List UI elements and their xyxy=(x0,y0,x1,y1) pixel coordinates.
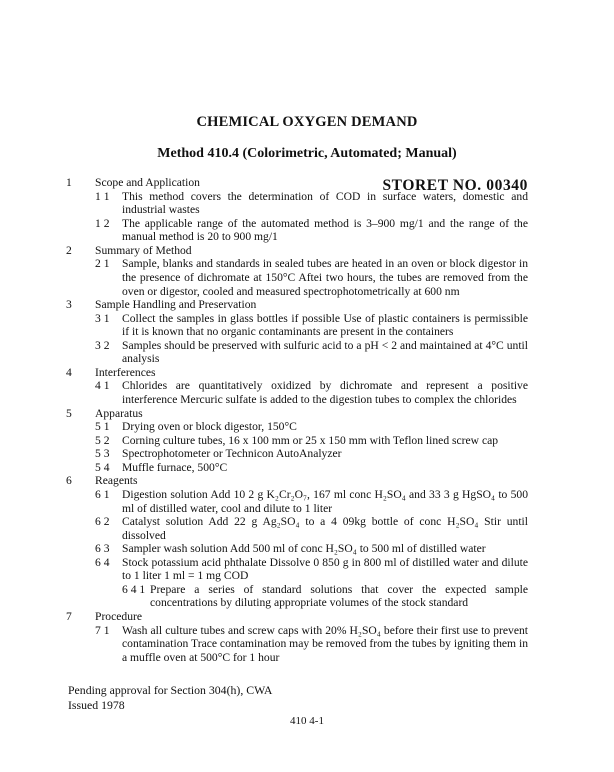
item-number: 6 2 xyxy=(95,515,110,529)
section-title: Summary of Method xyxy=(95,243,192,257)
section-item xyxy=(66,488,528,515)
section-item xyxy=(66,217,528,244)
page-number: 410 4-1 xyxy=(290,715,324,727)
item-number: 6 4 1 xyxy=(122,582,146,596)
section-item xyxy=(66,461,528,475)
item-text: Corning culture tubes, 16 x 100 mm or 25 x 150 mm with Teflon lined screw cap xyxy=(122,433,499,447)
method-subtitle: Method 410.4 (Colorimetric, Automated; Manual) xyxy=(157,146,457,161)
section-item xyxy=(66,515,528,542)
section-item xyxy=(66,379,528,406)
section-item xyxy=(66,339,528,366)
footer xyxy=(68,683,272,713)
section-item xyxy=(66,447,528,461)
item-text: Digestion solution Add 10 2 g K₂Cr₂O₇, 167 ml conc H₂SO₄ and 33 3 g HgSO₄ to 500 ml of distilled water, cool and dilute to 1 liter xyxy=(122,487,528,515)
storet-number: STORET NO. 00340 xyxy=(382,177,528,194)
item-text: Catalyst solution Add 22 g Ag₂SO₄ to a 4 09kg bottle of conc H₂SO₄ Stir until dissolved xyxy=(122,515,528,542)
section-title: Sample Handling and Preservation xyxy=(95,298,257,312)
item-number: 6 3 xyxy=(95,542,110,556)
section-number: 3 xyxy=(66,298,72,312)
item-number: 4 1 xyxy=(95,379,110,393)
item-text: Wash all culture tubes and screw caps with 20% H₂SO₄ before their first use to prevent contamination Trace contamination may be removed from the tubes by igniting them in a muffle oven at 500°C for 1 hour xyxy=(122,623,528,664)
section-number: 1 xyxy=(66,176,72,189)
item-text: Spectrophotometer or Technicon AutoAnalyzer xyxy=(122,447,342,461)
item-text: Chlorides are quantitatively oxidized by dichromate and represent a positive interference Mercuric sulfate is added to the digestion tubes to complex the chlorides xyxy=(122,379,528,406)
section-item xyxy=(66,624,528,665)
document-body xyxy=(66,176,528,664)
item-number: 5 2 xyxy=(95,433,110,447)
item-number: 6 1 xyxy=(95,487,110,501)
item-number: 3 2 xyxy=(95,338,110,352)
section-number: 2 xyxy=(66,243,72,257)
section-title: Interferences xyxy=(95,365,156,379)
section-heading xyxy=(66,407,528,421)
section-title: Apparatus xyxy=(95,406,143,420)
item-number: 2 1 xyxy=(95,257,110,271)
section-title: Reagents xyxy=(95,474,138,488)
section-item xyxy=(66,542,528,556)
section-item xyxy=(66,434,528,448)
item-number: 5 4 xyxy=(95,460,110,474)
item-number: 6 4 xyxy=(95,555,110,569)
item-text: This method covers the determination of COD in surface waters, domestic and industrial wastes xyxy=(122,189,528,217)
issued-date: Issued 1978 xyxy=(68,698,125,712)
item-text: Muffle furnace, 500°C xyxy=(122,460,228,474)
item-text: Sampler wash solution Add 500 ml of conc H₂SO₄ to 500 ml of distilled water xyxy=(122,542,486,556)
document-title: CHEMICAL OXYGEN DEMAND xyxy=(196,114,418,130)
section-heading xyxy=(66,366,528,380)
item-number: 7 1 xyxy=(95,623,110,637)
section-item xyxy=(66,583,528,610)
section-heading xyxy=(66,244,528,258)
section-item xyxy=(66,420,528,434)
item-text: Collect the samples in glass bottles if possible Use of plastic containers is permissible if it is known that no organic contaminants are present in the containers xyxy=(122,311,528,339)
section-number: 6 xyxy=(66,474,72,488)
item-text: Samples should be preserved with sulfuric acid to a pH < 2 and maintained at 4°C until analysis xyxy=(122,338,528,366)
item-text: Sample, blanks and standards in sealed tubes are heated in an oven or block digestor in the presence of dichromate at 150°C Aftei two hours, the tubes are removed from the oven or digestor, cooled and measured spectrophotometrically at 600 nm xyxy=(122,257,528,298)
section-title: Scope and Application xyxy=(95,176,200,189)
item-text: Prepare a series of standard solutions that cover the expected sample concentrations by diluting appropriate volumes of the stock standard xyxy=(150,582,528,610)
item-number: 1 2 xyxy=(95,216,110,230)
section-number: 7 xyxy=(66,610,72,623)
item-number: 1 1 xyxy=(95,189,110,203)
section-heading xyxy=(66,298,528,312)
section-heading xyxy=(66,474,528,488)
section-title: Procedure xyxy=(95,610,142,623)
item-text: Drying oven or block digestor, 150°C xyxy=(122,420,297,434)
section-number: 5 xyxy=(66,406,72,420)
section-item xyxy=(66,556,528,583)
section-heading xyxy=(66,610,528,624)
item-text: Stock potassium acid phthalate Dissolve 0 850 g in 800 ml of distilled water and dilute to 1 liter 1 ml = 1 mg COD xyxy=(122,555,528,583)
section-item xyxy=(66,257,528,298)
item-number: 5 3 xyxy=(95,447,110,461)
section-number: 4 xyxy=(66,365,72,379)
item-number: 3 1 xyxy=(95,311,110,325)
item-text: The applicable range of the automated method is 3–900 mg/1 and the range of the manual method is 20 to 900 mg/1 xyxy=(122,216,528,244)
section-item xyxy=(66,190,528,217)
approval-note: Pending approval for Section 304(h), CWA xyxy=(68,683,273,697)
item-number: 5 1 xyxy=(95,420,110,434)
section-item xyxy=(66,312,528,339)
section-heading xyxy=(66,176,528,190)
